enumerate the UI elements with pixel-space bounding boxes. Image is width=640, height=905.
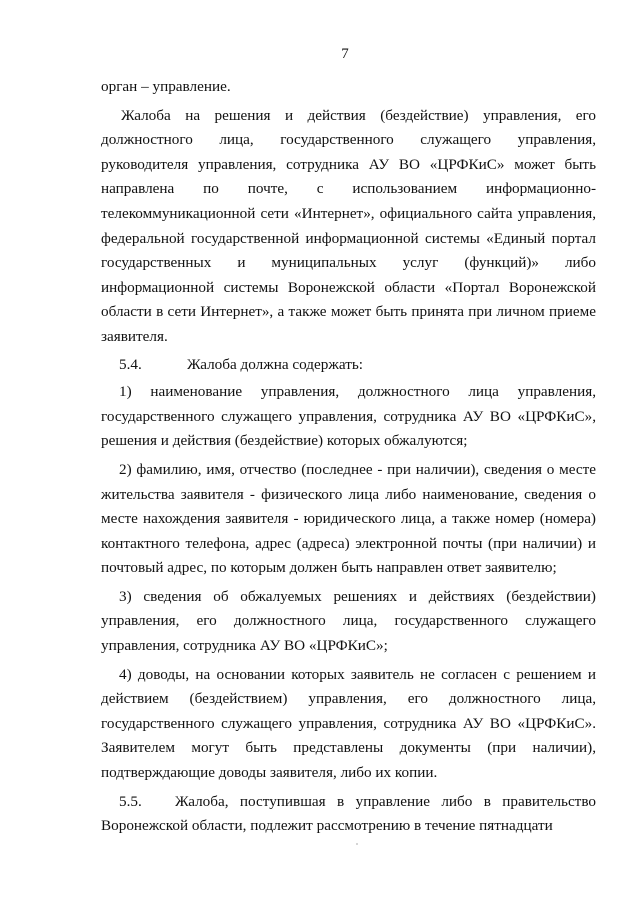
list-item-text: 3) сведения об обжалуемых решениях и действиях (бездействии) управления, его должностного лица, государственного служащего управления, сотрудника АУ ВО «ЦРФКиС»; bbox=[101, 587, 596, 655]
list-item-3 bbox=[101, 585, 596, 659]
paragraph-continuation bbox=[101, 75, 596, 100]
page-number: 7 bbox=[341, 46, 349, 62]
clause-5-5 bbox=[101, 790, 596, 839]
scan-speck bbox=[356, 843, 358, 845]
clause-number: 5.4. bbox=[119, 355, 142, 373]
clause-number: 5.5. bbox=[119, 792, 142, 810]
clause-text: Жалоба, поступившая в управление либо в правительство Воронежской области, подлежит рассмотрению в течение пятнадцати bbox=[101, 792, 596, 835]
list-item-text: 2) фамилию, имя, отчество (последнее - при наличии), сведения о месте жительства заявителя - физического лица либо наименование, сведения о месте нахождения заявителя - юридического лица, а также номер (номера) контактного телефона, адрес (адреса) электронной почты (при наличии) и почтовый адрес, по которым должен быть направлен ответ заявителю; bbox=[101, 460, 596, 577]
list-item-text: 1) наименование управления, должностного лица управления, государственного служащего управления, сотрудника АУ ВО «ЦРФКиС», решения и действия (бездействие) которых обжалуются; bbox=[101, 383, 596, 450]
paragraph-text: орган – управление. bbox=[101, 78, 231, 95]
document-body bbox=[101, 75, 596, 839]
paragraph-complaint-channels bbox=[101, 104, 596, 350]
clause-text: Жалоба должна содержать: bbox=[187, 355, 363, 373]
list-item-text: 4) доводы, на основании которых заявитель не согласен с решением и действием (бездействием) управления, его должностного лица, государственного служащего управления, сотрудника АУ ВО «ЦРФКиС». Заявителем могут быть представлены документы (при наличии), подтверждающие доводы заявителя, либо их копии. bbox=[101, 665, 596, 782]
paragraph-text: Жалоба на решения и действия (бездействие) управления, его должностного лица, государственного служащего управления, руководителя управления, сотрудника АУ ВО «ЦРФКиС» может быть направлена по почте, с использованием информационно-телекоммуникационной сети «Интернет», официального сайта управления, федеральной государственной информационной системы «Единый портал государственных и муниципальных услуг (функций)» либо информационной системы Воронежской области «Портал Воронежской области в сети Интернет», а также может быть принята при личном приеме заявителя. bbox=[101, 106, 596, 345]
clause-5-4 bbox=[101, 353, 596, 378]
list-item-4 bbox=[101, 663, 596, 786]
list-item-1 bbox=[101, 380, 596, 454]
list-item-2 bbox=[101, 458, 596, 581]
